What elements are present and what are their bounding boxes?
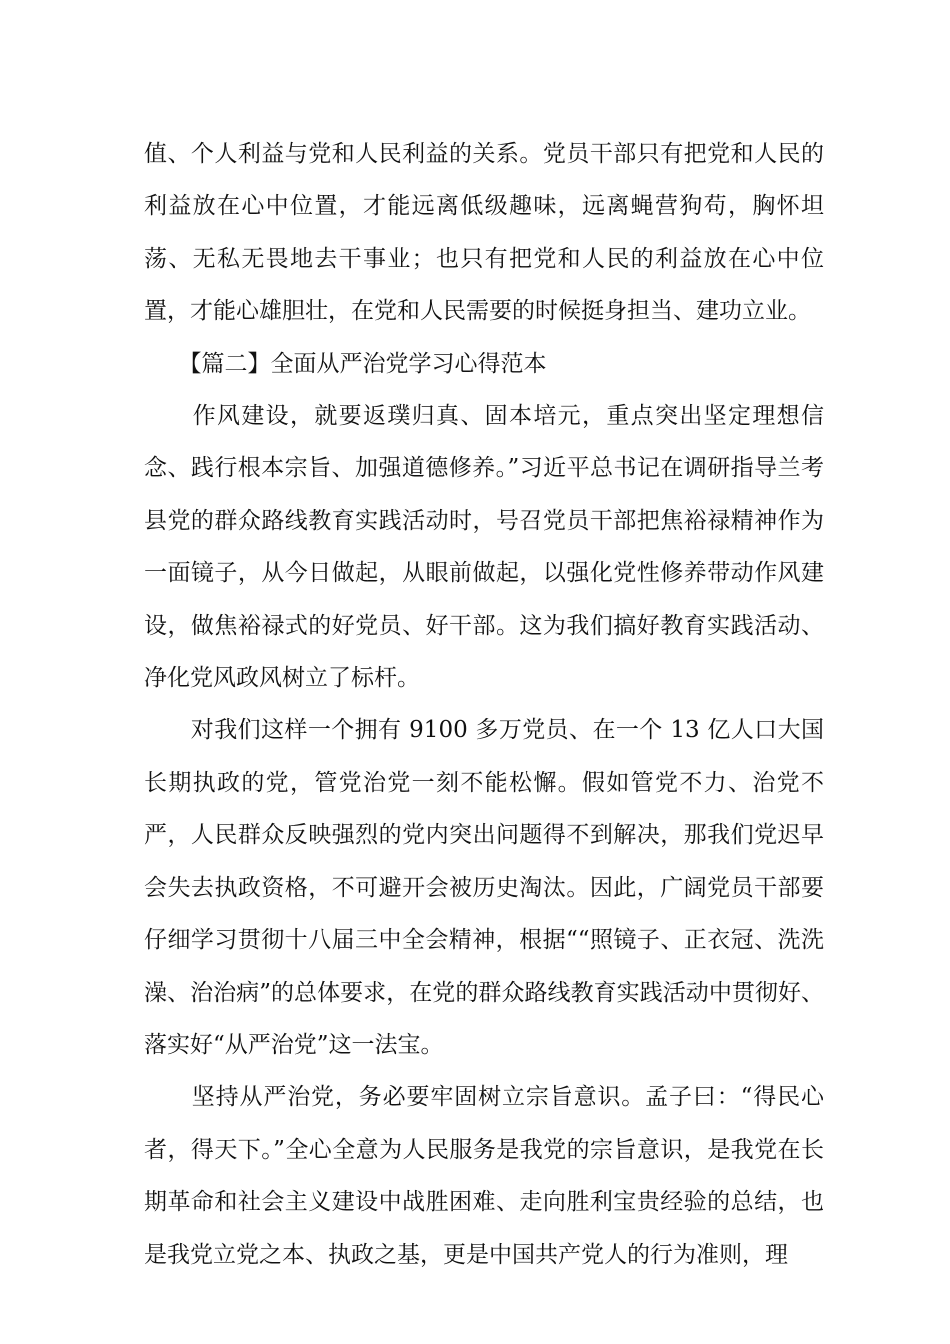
- paragraph-purpose-awareness: 坚持从严治党，务必要牢固树立宗旨意识。孟子曰：“得民心者，得天下。”全心全意为人民服务是我党的宗旨意识，是我党在长期革命和社会主义建设中战胜困难、走向胜利宝贵经验的总结，也是我党立党之本、执政之基，更是中国共产党人的行为准则，理: [144, 1084, 824, 1268]
- paragraph-continued: 值、个人利益与党和人民利益的关系。党员干部只有把党和人民的利益放在心中位置，才能远离低级趣味，远离蝇营狗苟，胸怀坦荡、无私无畏地去干事业；也只有把党和人民的利益放在心中位置，才能心雄胆壮，在党和人民需要的时候挺身担当、建功立业。: [144, 141, 824, 325]
- paragraph-strict-governance: 对我们这样一个拥有 9100 多万党员、在一个 13 亿人口大国长期执政的党，管党治党一刻不能松懈。假如管党不力、治党不严，人民群众反映强烈的党内突出问题得不到解决，那我们党迟早会失去执政资格，不可避开会被历史淘汰。因此，广阔党员干部要仔细学习贯彻十八届三中全会精神，根据““照镜子、正衣冠、洗洗澡、治治病”的总体要求，在党的群众路线教育实践活动中贯彻好、落实好“从严治党”这一法宝。: [144, 717, 824, 1058]
- paragraph-style-building: 作风建设，就要返璞归真、固本培元，重点突出坚定理想信念、践行根本宗旨、加强道德修养。”习近平总书记在调研指导兰考县党的群众路线教育实践活动时，号召党员干部把焦裕禄精神作为一面镜子，从今日做起，从眼前做起，以强化党性修养带动作风建设，做焦裕禄式的好党员、好干部。这为我们搞好教育实践活动、净化党风政风树立了标杆。: [144, 403, 824, 692]
- document-body: [144, 128, 824, 1281]
- section-heading: 【篇二】全面从严治党学习心得范本: [144, 350, 547, 377]
